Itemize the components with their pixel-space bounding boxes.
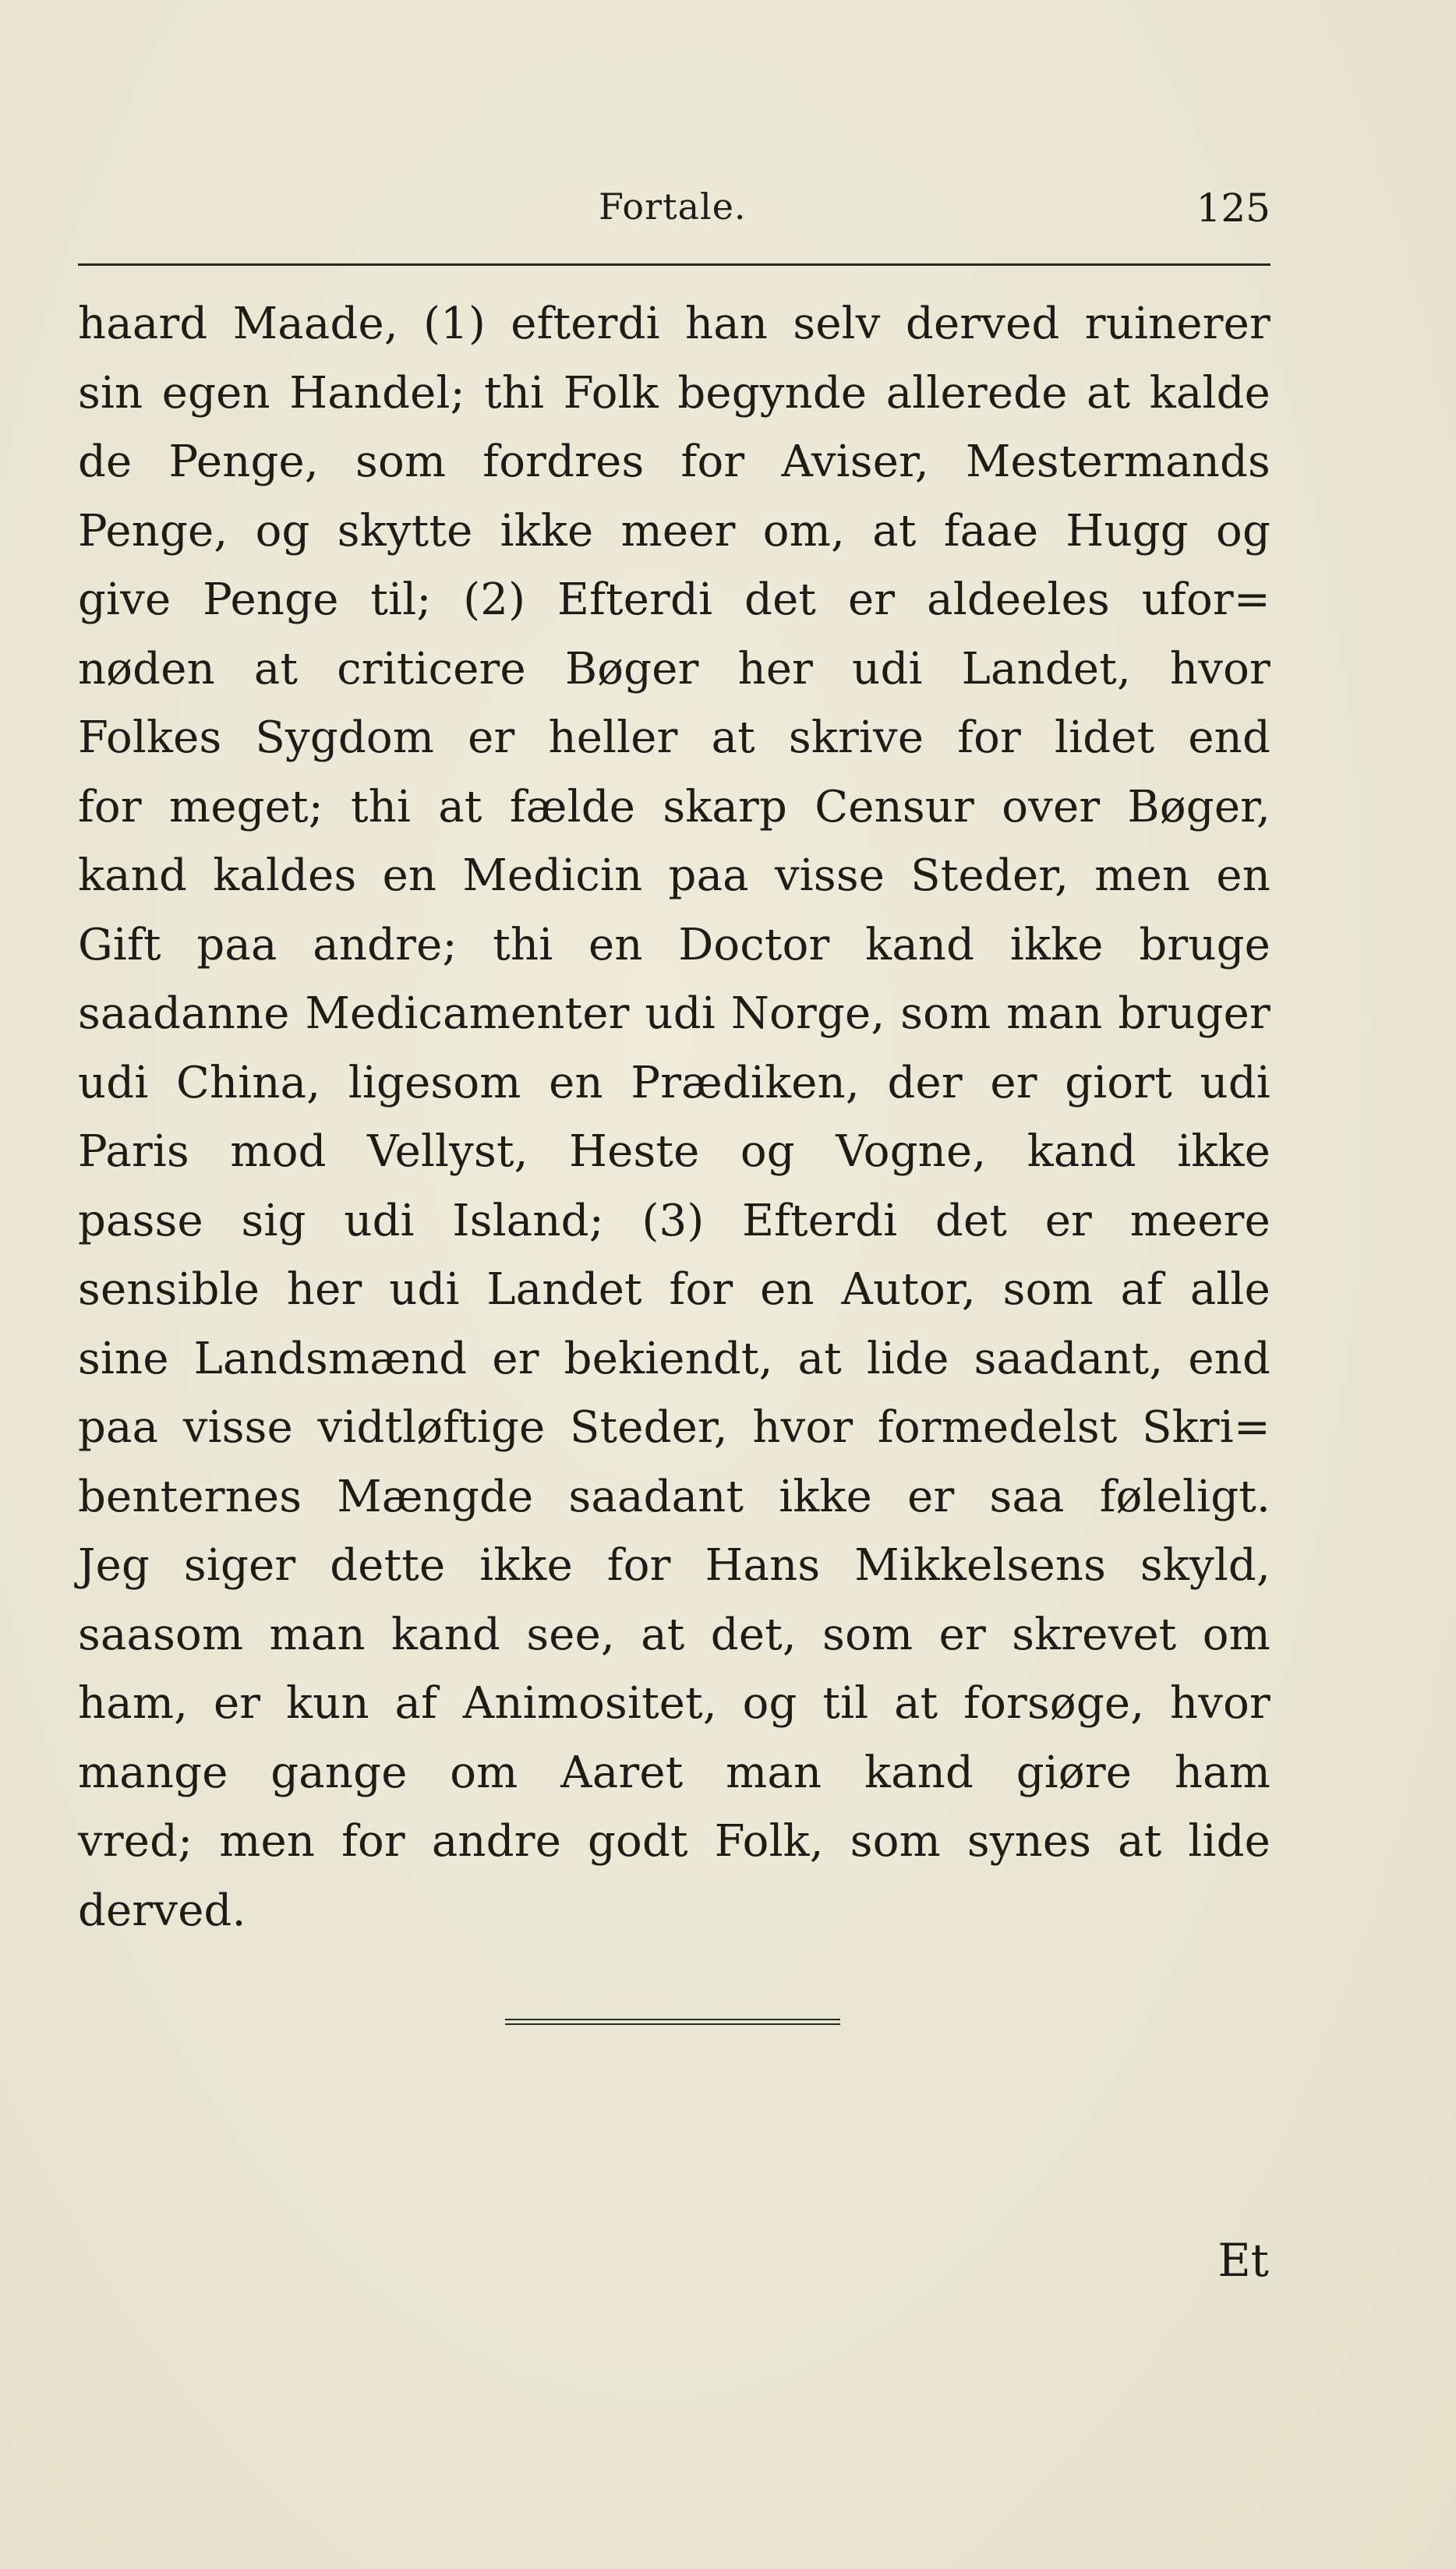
text-line: Jeg siger dette ikke for Hans Mikkelsens skyld, <box>78 1540 1270 1591</box>
text-line: ham, er kun af Animositet, og til at forsøge, hvor <box>78 1678 1270 1729</box>
text-line: saadanne Medicamenter udi Norge, som man bruger <box>78 988 1270 1039</box>
text-line: Paris mod Vellyst, Heste og Vogne, kand ikke <box>78 1126 1270 1177</box>
text-line: sine Landsmænd er bekiendt, at lide saadant, end <box>78 1333 1270 1384</box>
text-line: passe sig udi Island; (3) Efterdi det er meere <box>78 1195 1270 1246</box>
text-line: de Penge, som fordres for Aviser, Mestermands <box>78 436 1270 487</box>
text-line: derved. <box>78 1885 246 1936</box>
text-line: Gift paa andre; thi en Doctor kand ikke bruge <box>78 919 1270 970</box>
text-line: mange gange om Aaret man kand giøre ham <box>78 1747 1270 1798</box>
text-line: for meget; thi at fælde skarp Censur over Bøger, <box>78 781 1270 832</box>
page-header <box>78 186 1270 240</box>
text-line: nøden at criticere Bøger her udi Landet, hvor <box>78 643 1270 694</box>
text-line: vred; men for andre godt Folk, som synes at lide <box>78 1816 1270 1867</box>
text-line: kand kaldes en Medicin paa visse Steder, men en <box>78 850 1270 901</box>
text-line: haard Maade, (1) efterdi han selv derved ruinerer <box>78 299 1270 349</box>
text-line: sensible her udi Landet for en Autor, som af alle <box>78 1264 1270 1315</box>
text-line: Penge, og skytte ikke meer om, at faae Hugg og <box>78 505 1270 557</box>
text-line: udi China, ligesom en Prædiken, der er giort udi <box>78 1057 1270 1108</box>
text-line: give Penge til; (2) Efterdi det er aldeeles ufor= <box>78 574 1270 625</box>
section-end-rule <box>505 2019 840 2025</box>
text-line: saasom man kand see, at det, som er skrevet om <box>78 1609 1270 1660</box>
text-line: sin egen Handel; thi Folk begynde allerede at kalde <box>78 367 1270 419</box>
text-line: benternes Mængde saadant ikke er saa føleligt. <box>78 1471 1270 1522</box>
text-line: paa visse vidtløftige Steder, hvor formedelst Skri= <box>78 1402 1270 1453</box>
page-number: 125 <box>1196 186 1270 231</box>
header-rule <box>78 263 1270 266</box>
running-title: Fortale. <box>599 186 747 228</box>
body-text <box>78 290 1270 1945</box>
text-line: Folkes Sygdom er heller at skrive for lidet end <box>78 712 1270 763</box>
catchword: Et <box>1217 2234 1269 2287</box>
